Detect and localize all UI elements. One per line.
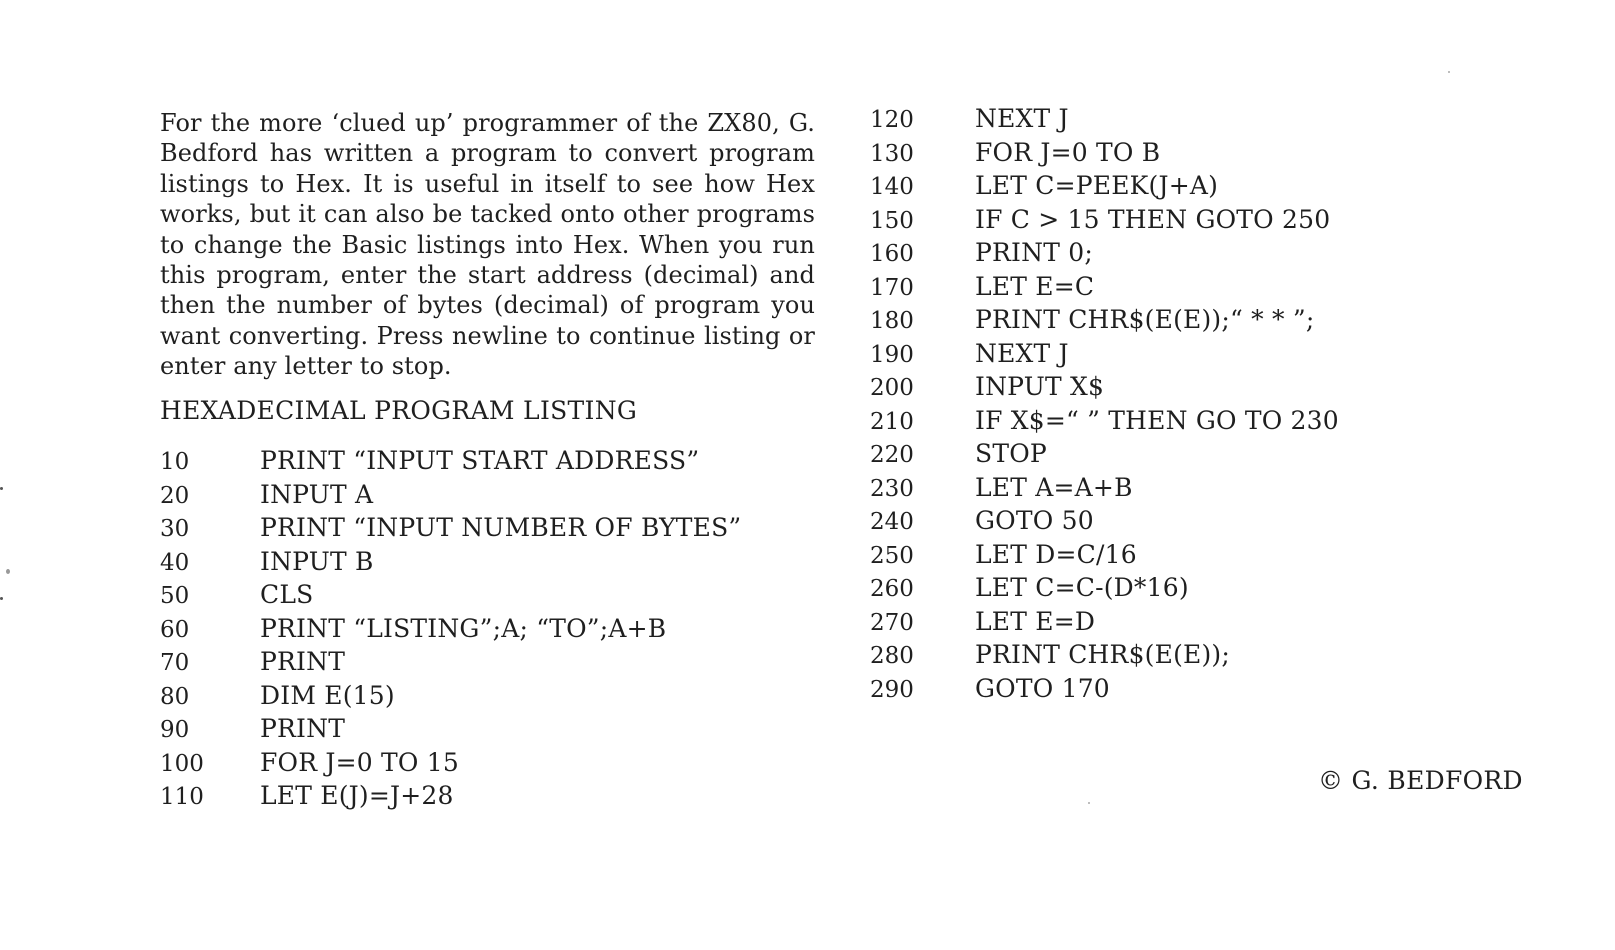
line-code: CLS [260, 580, 314, 609]
line-number: 240 [870, 509, 914, 535]
program-listing-right [870, 102, 1339, 705]
line-code: LET C=C-(D*16) [975, 573, 1189, 602]
line-number: 120 [870, 107, 914, 133]
line-number: 250 [870, 542, 914, 569]
line-code: STOP [975, 439, 1047, 468]
scan-speck [0, 487, 3, 490]
listing-line [870, 236, 1339, 270]
listing-line [160, 444, 741, 478]
line-code: IF X$=“ ” THEN GO TO 230 [975, 405, 1339, 435]
line-code: IF C > 15 THEN GOTO 250 [975, 204, 1331, 234]
listing-line [870, 136, 1339, 170]
line-number: 280 [870, 643, 914, 669]
listing-line [870, 102, 1339, 136]
line-code: INPUT X$ [975, 372, 1105, 401]
listing-line [870, 571, 1339, 605]
listing-line [160, 545, 741, 579]
line-code: FOR J=0 TO 15 [260, 747, 459, 777]
line-code: DIM E(15) [260, 680, 395, 710]
listing-line [160, 612, 741, 646]
line-code: INPUT B [260, 546, 374, 576]
listing-heading: HEXADECIMAL PROGRAM LISTING [160, 396, 638, 425]
line-number: 270 [870, 609, 914, 636]
line-number: 210 [870, 408, 914, 435]
line-code: LET E(J)=J+28 [260, 781, 454, 810]
scan-speck [6, 569, 10, 574]
line-code: GOTO 50 [975, 506, 1094, 535]
listing-line [160, 578, 741, 612]
line-number: 80 [160, 683, 190, 710]
line-code: PRINT “LISTING”;A; “TO”;A+B [260, 613, 667, 643]
line-number: 170 [870, 274, 914, 301]
listing-line [870, 270, 1339, 304]
line-number: 220 [870, 442, 914, 468]
line-code: PRINT “INPUT START ADDRESS” [260, 446, 700, 475]
line-number: 60 [160, 616, 190, 643]
line-number: 190 [870, 341, 914, 368]
line-number: 90 [160, 717, 190, 743]
line-code: PRINT CHR$(E(E)); [975, 640, 1231, 669]
line-number: 30 [160, 516, 190, 542]
line-code: LET E=C [975, 271, 1095, 301]
listing-line [870, 605, 1339, 639]
scan-speck [1088, 802, 1090, 804]
scan-speck [0, 597, 3, 600]
listing-line [870, 471, 1339, 505]
line-number: 40 [160, 549, 190, 576]
line-code: GOTO 170 [975, 673, 1110, 703]
scan-speck [1448, 71, 1450, 73]
listing-line [870, 169, 1339, 203]
line-number: 130 [870, 140, 914, 167]
line-code: PRINT 0; [975, 238, 1093, 267]
line-code: LET D=C/16 [975, 539, 1137, 569]
listing-line [160, 645, 741, 679]
line-number: 110 [160, 784, 204, 810]
line-code: FOR J=0 TO B [975, 137, 1161, 167]
line-number: 20 [160, 482, 190, 509]
listing-line [160, 712, 741, 746]
line-number: 140 [870, 174, 914, 200]
line-number: 160 [870, 241, 914, 267]
line-code: PRINT [260, 714, 346, 743]
line-code: INPUT A [260, 479, 374, 509]
listing-line [870, 638, 1339, 672]
line-code: LET A=A+B [975, 472, 1133, 502]
line-number: 100 [160, 750, 204, 777]
listing-line [870, 538, 1339, 572]
line-number: 50 [160, 583, 190, 609]
line-number: 230 [870, 475, 914, 502]
line-code: NEXT J [975, 104, 1069, 133]
listing-line [160, 679, 741, 713]
copyright-notice: © G. BEDFORD [1318, 766, 1523, 795]
line-code: LET E=D [975, 606, 1096, 636]
listing-line [870, 672, 1339, 706]
line-code: NEXT J [975, 338, 1069, 368]
line-code: PRINT “INPUT NUMBER OF BYTES” [260, 513, 742, 542]
line-number: 290 [870, 676, 914, 703]
line-number: 70 [160, 650, 190, 676]
listing-line [870, 203, 1339, 237]
listing-line [160, 511, 741, 545]
line-code: PRINT CHR$(E(E));“ * * ”; [975, 305, 1315, 334]
listing-line [160, 478, 741, 512]
intro-paragraph: For the more ‘clued up’ programmer of the ZX80, G. Bedford has written a program to convert program listings to Hex. It is useful in itself to see how Hex works, but it can also be tacked onto other programs to change the Basic listings into Hex. When you run this program, enter the start address (decimal) and then the number of bytes (decimal) of program you want converting. Press newline to continue listing or enter any letter to stop. [160, 109, 815, 381]
listing-line [870, 370, 1339, 404]
line-number: 180 [870, 308, 914, 334]
listing-line [160, 779, 741, 813]
listing-line [870, 504, 1339, 538]
line-code: PRINT [260, 647, 346, 676]
line-number: 260 [870, 576, 914, 602]
listing-line [870, 437, 1339, 471]
line-number: 10 [160, 449, 190, 475]
program-listing-left [160, 444, 741, 813]
listing-line [870, 404, 1339, 438]
listing-line [870, 303, 1339, 337]
line-code: LET C=PEEK(J+A) [975, 171, 1219, 200]
line-number: 200 [870, 375, 914, 401]
listing-line [160, 746, 741, 780]
listing-line [870, 337, 1339, 371]
line-number: 150 [870, 207, 914, 234]
